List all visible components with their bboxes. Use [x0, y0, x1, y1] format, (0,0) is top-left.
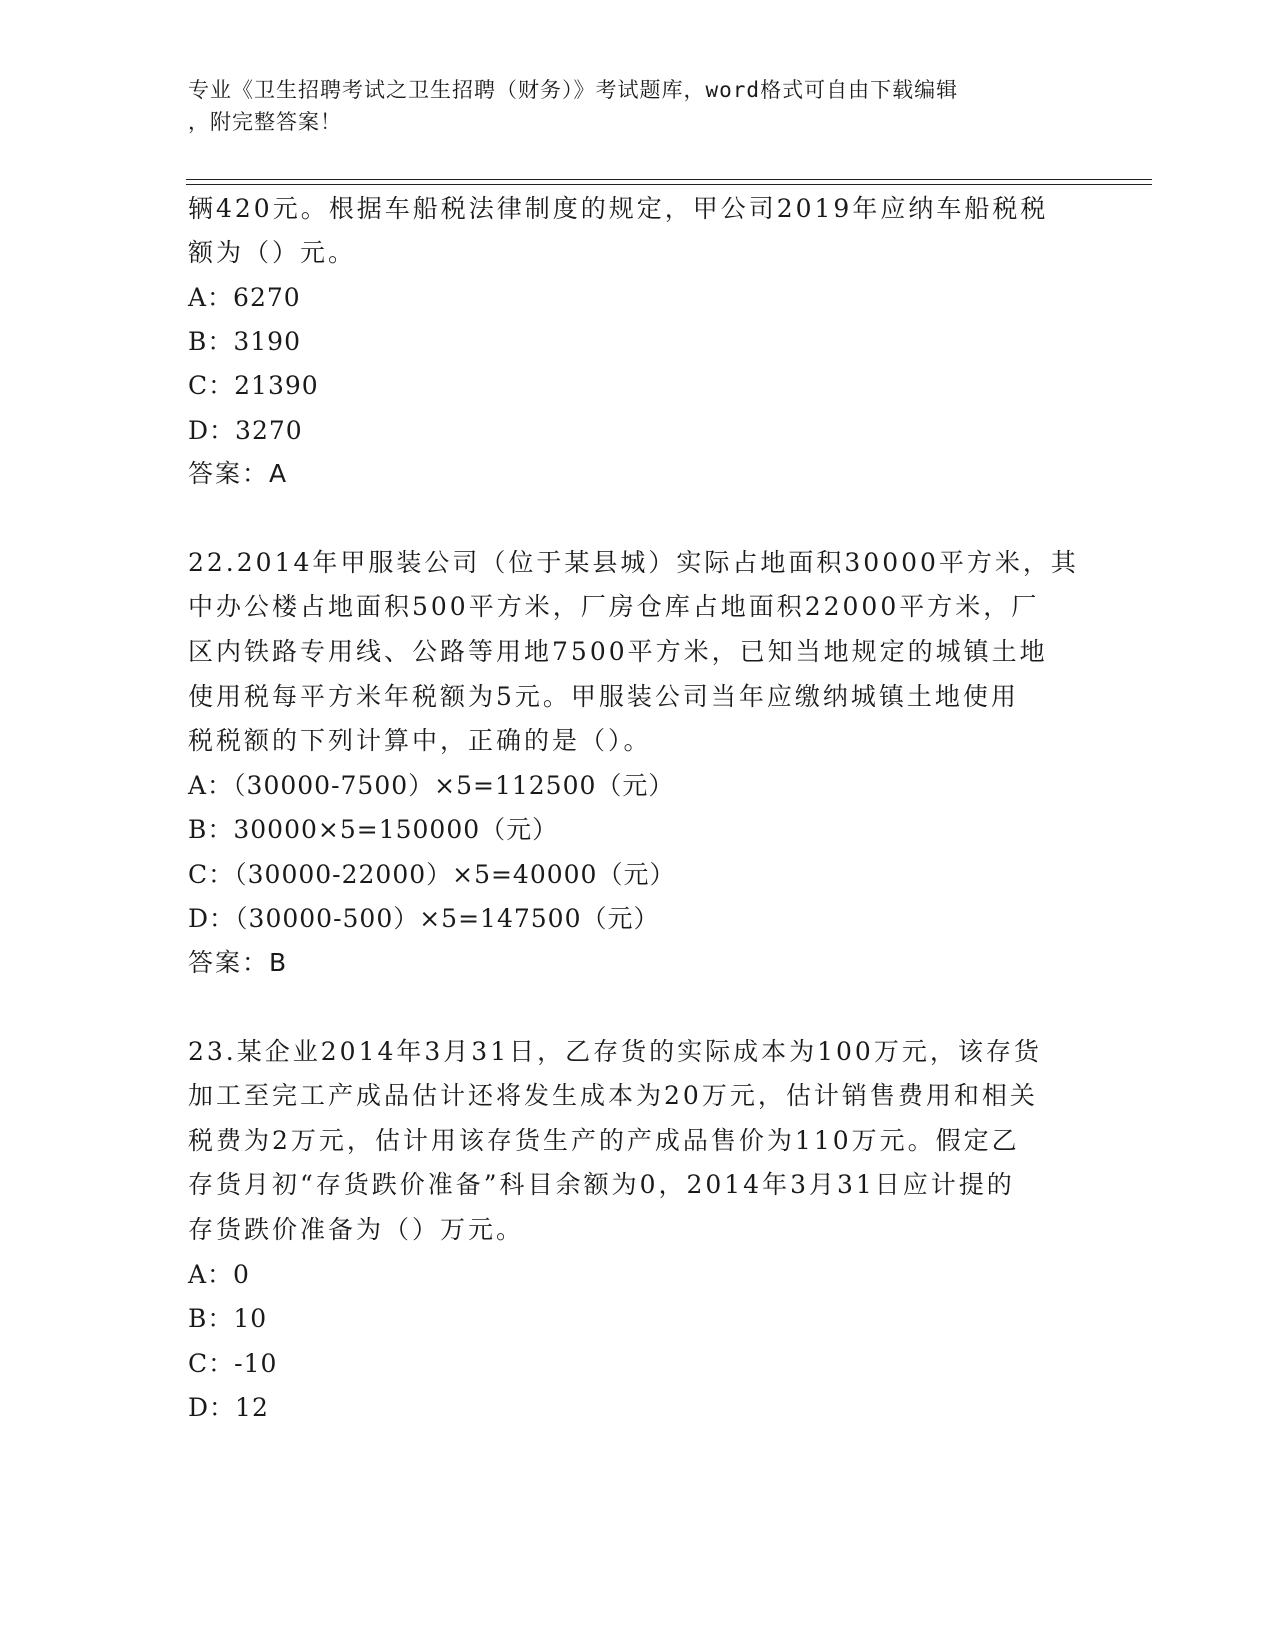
question-22-option-d: D：（30000-500）×5=147500（元）: [188, 904, 660, 933]
question-21-option-d: D：3270: [188, 416, 303, 445]
question-22-line-5: 税税额的下列计算中，正确的是（）。: [188, 726, 652, 755]
question-22-line-3: 区内铁路专用线、公路等用地7500平方米，已知当地规定的城镇土地: [188, 637, 1048, 666]
header-line-1: 专业《卫生招聘考试之卫生招聘（财务）》考试题库，word格式可自由下载编辑: [188, 78, 959, 102]
question-21-line-1: 辆420元。根据车船税法律制度的规定，甲公司2019年应纳车船税税: [188, 194, 1049, 223]
question-21-answer: 答案：A: [188, 459, 289, 488]
header-line-2: ，附完整答案！: [188, 110, 342, 134]
question-23-line-1: 23.某企业2014年3月31日，乙存货的实际成本为100万元，该存货: [188, 1037, 1042, 1066]
question-23-line-4: 存货月初“存货跌价准备”科目余额为0，2014年3月31日应计提的: [188, 1170, 1015, 1199]
question-23-line-2: 加工至完工产成品估计还将发生成本为20万元，估计销售费用和相关: [188, 1081, 1038, 1110]
question-23-line-3: 税费为2万元，估计用该存货生产的产成品售价为110万元。假定乙: [188, 1126, 1020, 1155]
question-22-option-a: A：（30000-7500）×5=112500（元）: [188, 771, 675, 800]
question-22-option-c: C：（30000-22000）×5=40000（元）: [188, 860, 676, 889]
question-23-option-b: B：10: [188, 1304, 268, 1333]
document-header: [188, 74, 1068, 138]
question-21-line-2: 额为（）元。: [188, 238, 357, 267]
header-divider-top: [186, 179, 1152, 180]
question-21-option-b: B：3190: [188, 327, 301, 356]
question-22-line-2: 中办公楼占地面积500平方米，厂房仓库占地面积22000平方米，厂: [188, 592, 1040, 621]
question-23-option-d: D：12: [188, 1393, 269, 1422]
header-divider-bottom: [186, 184, 1152, 185]
question-23-option-c: C：-10: [188, 1349, 278, 1378]
question-23-option-a: A：0: [188, 1260, 250, 1289]
question-22-line-4: 使用税每平方米年税额为5元。甲服装公司当年应缴纳城镇土地使用: [188, 682, 1019, 711]
question-22-option-b: B：30000×5=150000（元）: [188, 815, 559, 844]
question-22-answer: 答案：B: [188, 948, 289, 977]
question-21-option-c: C：21390: [188, 371, 319, 400]
question-23-line-5: 存货跌价准备为（）万元。: [188, 1215, 525, 1244]
question-22-line-1: 22.2014年甲服装公司（位于某县城）实际占地面积30000平方米，其: [188, 548, 1079, 577]
question-21-option-a: A：6270: [188, 283, 301, 312]
